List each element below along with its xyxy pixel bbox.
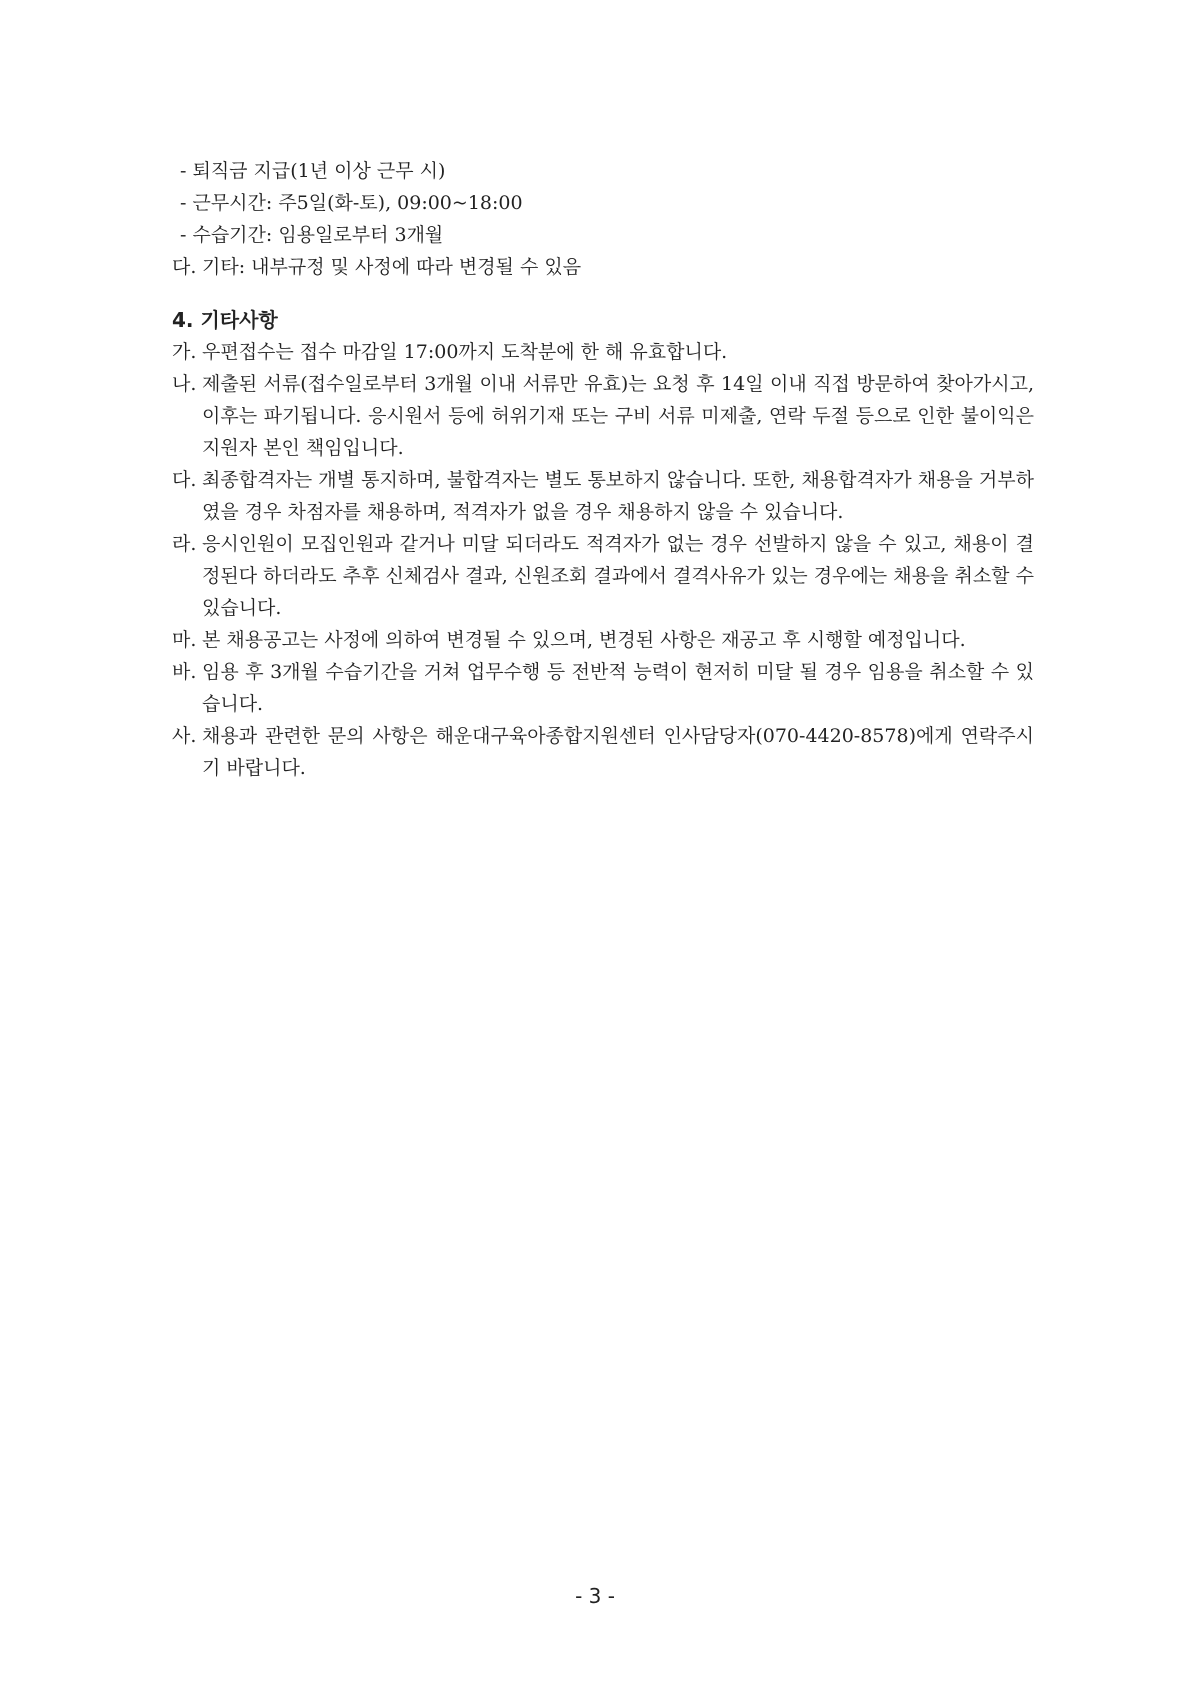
benefit-severance: - 퇴직금 지급(1년 이상 근무 시) (180, 160, 446, 182)
list-item-text: 우편접수는 접수 마감일 17:00까지 도착분에 한 해 유효합니다. (202, 341, 728, 363)
benefit-work-hours: - 근무시간: 주5일(화-토), 09:00~18:00 (180, 192, 523, 214)
list-item-marker: 나. (172, 373, 197, 395)
page-number: - 3 - (575, 1584, 615, 1608)
list-item-text: 제출된 서류(접수일로부터 3개월 이내 서류만 유효)는 요청 후 14일 이내 직접 방문하여 찾아가시고, 이후는 파기됩니다. 응시원서 등에 허위기재 또는 구비 서류 미제출, 연락 두절 등으로 인한 불이익은 지원자 본인 책임입니다. (202, 373, 1034, 459)
list-item-marker: 마. (172, 629, 197, 651)
list-item (172, 624, 1034, 656)
list-item-text: 채용과 관련한 문의 사항은 해운대구육아종합지원센터 인사담당자(070-4420-8578)에게 연락주시기 바랍니다. (202, 725, 1034, 779)
document-body (172, 155, 1034, 784)
list-item (172, 656, 1034, 720)
list-item-marker: 사. (172, 725, 197, 747)
benefit-probation: - 수습기간: 임용일로부터 3개월 (180, 224, 444, 246)
list-item-text: 응시인원이 모집인원과 같거나 미달 되더라도 적격자가 없는 경우 선발하지 않을 수 있고, 채용이 결정된다 하더라도 추후 신체검사 결과, 신원조회 결과에서 결격사유가 있는 경우에는 채용을 취소할 수 있습니다. (202, 533, 1034, 619)
other-note (172, 251, 1034, 283)
list-item (172, 720, 1034, 784)
list-item-marker: 라. (172, 533, 197, 555)
list-item-marker: 다. (172, 469, 197, 491)
section-heading: 4. 기타사항 (172, 308, 278, 332)
list-item (172, 368, 1034, 464)
list-item-text: 최종합격자는 개별 통지하며, 불합격자는 별도 통보하지 않습니다. 또한, 채용합격자가 채용을 거부하였을 경우 차점자를 채용하며, 적격자가 없을 경우 채용하지 않을 수 있습니다. (202, 469, 1034, 523)
list-item (172, 464, 1034, 528)
list-item-text: 본 채용공고는 사정에 의하여 변경될 수 있으며, 변경된 사항은 재공고 후 시행할 예정입니다. (202, 629, 966, 651)
list-item-marker: 바. (172, 661, 197, 683)
other-note-text: 기타: 내부규정 및 사정에 따라 변경될 수 있음 (202, 256, 582, 278)
list-item-text: 임용 후 3개월 수습기간을 거쳐 업무수행 등 전반적 능력이 현저히 미달 될 경우 임용을 취소할 수 있습니다. (202, 661, 1034, 715)
other-note-marker: 다. (172, 256, 197, 278)
list-item-marker: 가. (172, 341, 197, 363)
list-item (172, 528, 1034, 624)
list-item (172, 336, 1034, 368)
